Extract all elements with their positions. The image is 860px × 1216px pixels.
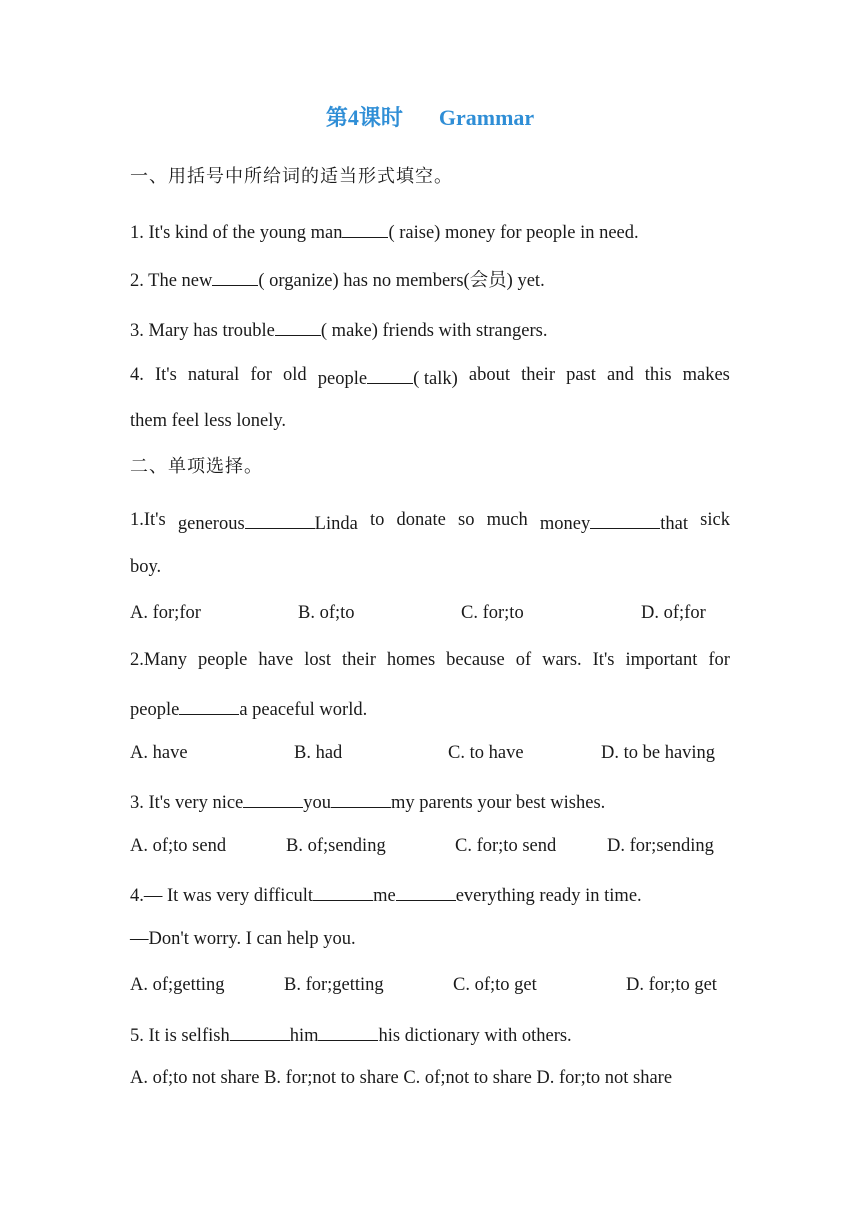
option-c[interactable]: C. for;to bbox=[461, 603, 524, 623]
answer-blank[interactable] bbox=[212, 268, 258, 286]
section2-heading: 二、单项选择。 bbox=[130, 456, 263, 477]
s1-question-2: 2. The new ( organize) has no members(会员) yet. bbox=[130, 268, 545, 291]
option-c[interactable]: C. of;to get bbox=[453, 975, 537, 995]
lesson-label: 第4课时 bbox=[325, 105, 403, 130]
answer-blank[interactable] bbox=[318, 1023, 378, 1041]
option-a[interactable]: A. of;getting bbox=[130, 975, 225, 995]
s2-question-1-continued: boy. bbox=[130, 557, 162, 577]
answer-blank[interactable] bbox=[179, 697, 239, 715]
section1-heading: 一、用括号中所给词的适当形式填空。 bbox=[130, 166, 453, 187]
option-b[interactable]: B. had bbox=[294, 743, 343, 763]
answer-blank[interactable] bbox=[367, 366, 413, 384]
answer-blank[interactable] bbox=[313, 883, 373, 901]
s1-question-3: 3. Mary has trouble ( make) friends with strangers. bbox=[130, 318, 547, 341]
s2-question-4-reply: —Don't worry. I can help you. bbox=[130, 929, 356, 949]
answer-blank[interactable] bbox=[331, 790, 391, 808]
option-d[interactable]: D. of;for bbox=[641, 603, 706, 623]
option-c[interactable]: C. to have bbox=[448, 743, 524, 763]
option-d[interactable]: D. for;to get bbox=[626, 975, 717, 995]
s1-question-4: 4. It's natural for old people ( talk) about their past and this makes bbox=[130, 365, 730, 389]
answer-blank[interactable] bbox=[342, 220, 388, 238]
option-b[interactable]: B. of;to bbox=[298, 603, 355, 623]
s1-question-4-continued: them feel less lonely. bbox=[130, 411, 287, 431]
option-a[interactable]: A. of;to send bbox=[130, 836, 227, 856]
s2-question-3: 3. It's very nice you my parents your best wishes. bbox=[130, 790, 605, 813]
option-c[interactable]: C. for;to send bbox=[455, 836, 557, 856]
answer-blank[interactable] bbox=[243, 790, 303, 808]
s2-question-4: 4.— It was very difficult me everything ready in time. bbox=[130, 883, 642, 906]
answer-blank[interactable] bbox=[275, 318, 321, 336]
s2-question-1: 1.It's generous Linda to donate so much money that sick bbox=[130, 510, 730, 534]
answer-blank[interactable] bbox=[230, 1023, 290, 1041]
answer-blank[interactable] bbox=[245, 511, 315, 529]
page-title bbox=[0, 107, 860, 129]
s2-question-2: 2.Many people have lost their homes because of wars. It's important for bbox=[130, 650, 730, 670]
option-d[interactable]: D. to be having bbox=[601, 743, 716, 763]
option-b[interactable]: B. of;sending bbox=[286, 836, 386, 856]
option-a[interactable]: A. for;for bbox=[130, 603, 201, 623]
option-b[interactable]: B. for;getting bbox=[284, 975, 384, 995]
option-d[interactable]: D. for;sending bbox=[607, 836, 714, 856]
topic-label: Grammar bbox=[438, 105, 535, 130]
s2-question-5: 5. It is selfish him his dictionary with others. bbox=[130, 1023, 572, 1046]
s2-question-5-options: A. of;to not share B. for;not to share C. of;not to share D. for;to not share bbox=[130, 1068, 673, 1088]
option-a[interactable]: A. have bbox=[130, 743, 188, 763]
s1-question-1: 1. It's kind of the young man ( raise) money for people in need. bbox=[130, 220, 639, 243]
answer-blank[interactable] bbox=[396, 883, 456, 901]
answer-blank[interactable] bbox=[590, 511, 660, 529]
s2-question-2-continued: people a peaceful world. bbox=[130, 697, 367, 720]
